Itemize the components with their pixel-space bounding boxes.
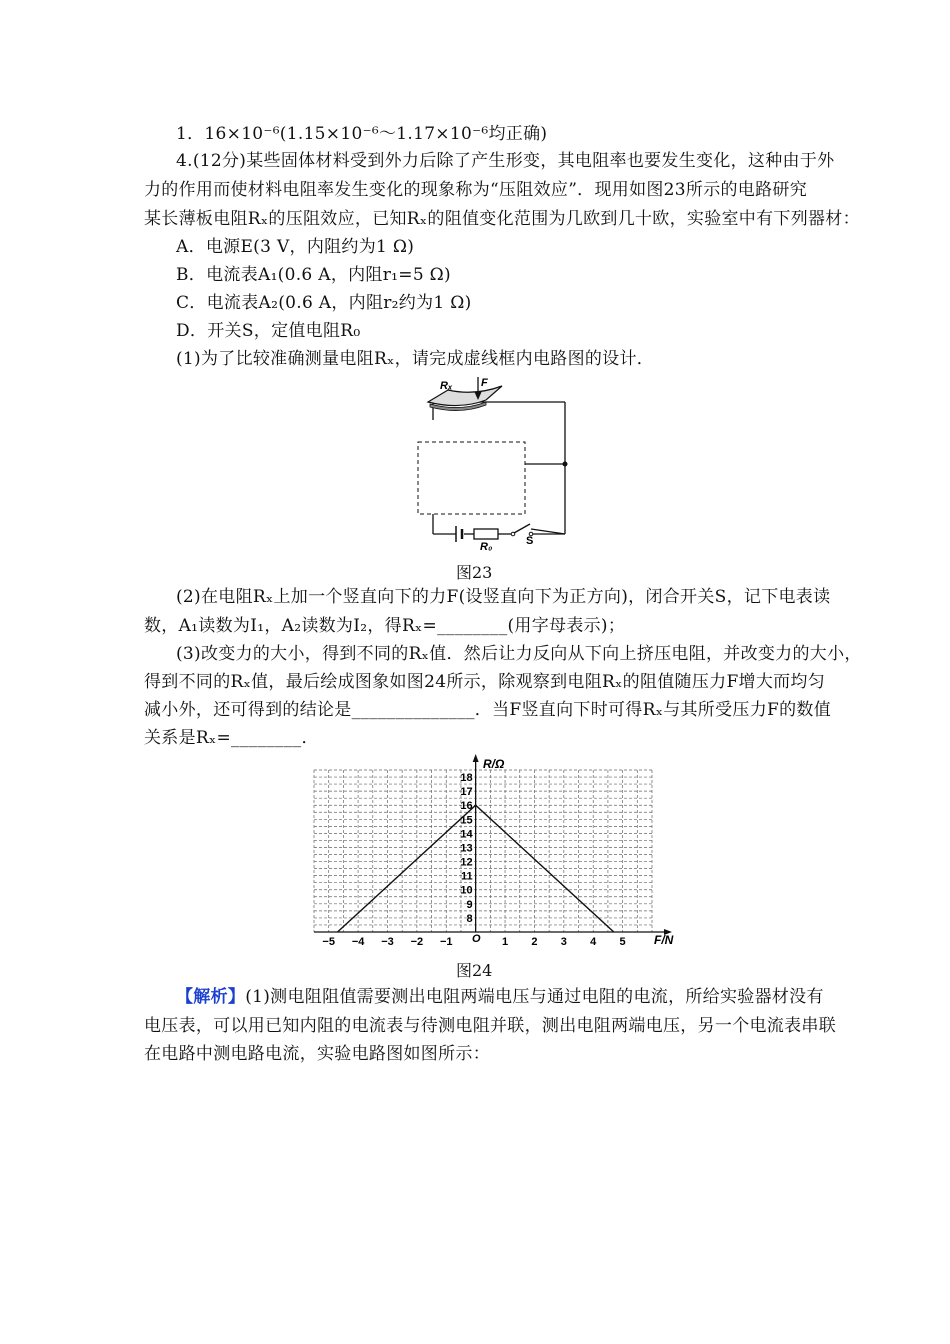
analysis-tag: 【解析】 — [176, 987, 246, 1007]
y-axis-arrow — [473, 754, 479, 762]
question-line: 4.(12分)某些固体材料受到外力后除了产生形变，其电阻率也要发生变化，这种由于外 — [176, 151, 835, 171]
x-tick-label: −3 — [381, 936, 394, 948]
y-tick-label: 10 — [460, 884, 473, 897]
switch-icon — [514, 524, 530, 533]
x-tick-label: 4 — [590, 936, 597, 948]
chart-xlabel: F/N — [654, 933, 674, 947]
option-b: B．电流表A₁(0.6 A，内阻r₁=5 Ω) — [176, 265, 451, 285]
sub-question-2-cont: 数，A₁读数为I₁，A₂读数为I₂，得Rₓ=________(用字母表示)； — [144, 616, 626, 636]
label-rx: Rₓ — [440, 380, 453, 392]
chart-origin: O — [472, 933, 481, 945]
y-tick-label: 13 — [460, 842, 473, 855]
figure-24-caption: 图24 — [456, 961, 493, 980]
y-tick-label: 18 — [460, 772, 473, 785]
sub-question-1: (1)为了比较准确测量电阻Rₓ，请完成虚线框内电路图的设计． — [176, 349, 655, 369]
analysis-line: 电压表，可以用已知内阻的电流表与待测电阻并联，测出电阻两端电压，另一个电流表串联 — [144, 1016, 836, 1036]
analysis-line — [176, 986, 824, 1008]
figure-23-caption: 图23 — [456, 563, 493, 582]
y-tick-label: 8 — [466, 912, 473, 925]
y-tick-label: 16 — [460, 800, 473, 813]
circuit-diagram — [400, 372, 580, 552]
answer-prev: 1．16×10⁻⁶(1.15×10⁻⁶～1.17×10⁻⁶均正确) — [176, 124, 548, 144]
label-f: F — [481, 377, 488, 389]
sub-question-3-cont: 关系是Rₓ=________． — [144, 728, 319, 748]
x-tick-label: −1 — [439, 936, 453, 948]
sub-question-2: (2)在电阻Rₓ上加一个竖直向下的力F(设竖直向下为正方向)，闭合开关S，记下电表读 — [176, 587, 831, 607]
label-s: S — [526, 535, 534, 547]
dashed-box — [418, 442, 525, 514]
x-tick-label: −4 — [351, 936, 365, 948]
question-line: 某长薄板电阻Rₓ的压阻效应，已知Rₓ的阻值变化范围为几欧到几十欧，实验室中有下列器材： — [144, 209, 860, 229]
x-tick-label: 5 — [619, 936, 626, 948]
question-line: 力的作用而使材料电阻率发生变化的现象称为“压阻效应”．现用如图23所示的电路研究 — [144, 180, 808, 200]
y-tick-label: 11 — [461, 870, 473, 883]
x-tick-label: 2 — [531, 936, 538, 948]
analysis-line: 在电路中测电路电流，实验电路图如图所示： — [144, 1044, 490, 1064]
x-tick-label: −2 — [410, 936, 424, 948]
option-d: D．开关S，定值电阻R₀ — [176, 321, 361, 341]
sub-question-3: (3)改变力的大小，得到不同的Rₓ值．然后让力反向从下向上挤压电阻，并改变力的大小， — [176, 644, 862, 664]
chart-ylabel: R/Ω — [483, 757, 505, 771]
analysis-text: (1)测电阻阻值需要测出电阻两端电压与通过电阻的电流，所给实验器材没有 — [245, 987, 824, 1007]
y-tick-label: 17 — [460, 786, 473, 799]
resistor-r0-icon — [474, 529, 498, 539]
x-tick-label: 1 — [501, 936, 509, 948]
sub-question-3-cont: 减小外，还可得到的结论是______________．当F竖直向下时可得Rₓ与其所受压力F的数值 — [144, 700, 831, 720]
sub-question-3-cont: 得到不同的Rₓ值，最后绘成图象如图24所示，除观察到电阻Rₓ的阻值随压力F增大而均匀 — [144, 672, 826, 692]
resistance-force-chart — [300, 752, 700, 952]
option-c: C．电流表A₂(0.6 A，内阻r₂约为1 Ω) — [176, 293, 472, 313]
x-tick-label: 3 — [560, 936, 567, 948]
option-a: A．电源E(3 V，内阻约为1 Ω) — [176, 237, 415, 257]
y-tick-label: 14 — [460, 828, 473, 841]
y-tick-label: 15 — [460, 814, 473, 827]
y-tick-label: 9 — [466, 898, 473, 911]
label-r0: R₀ — [480, 541, 493, 552]
x-tick-label: −5 — [322, 936, 335, 948]
y-tick-label: 12 — [460, 856, 473, 869]
